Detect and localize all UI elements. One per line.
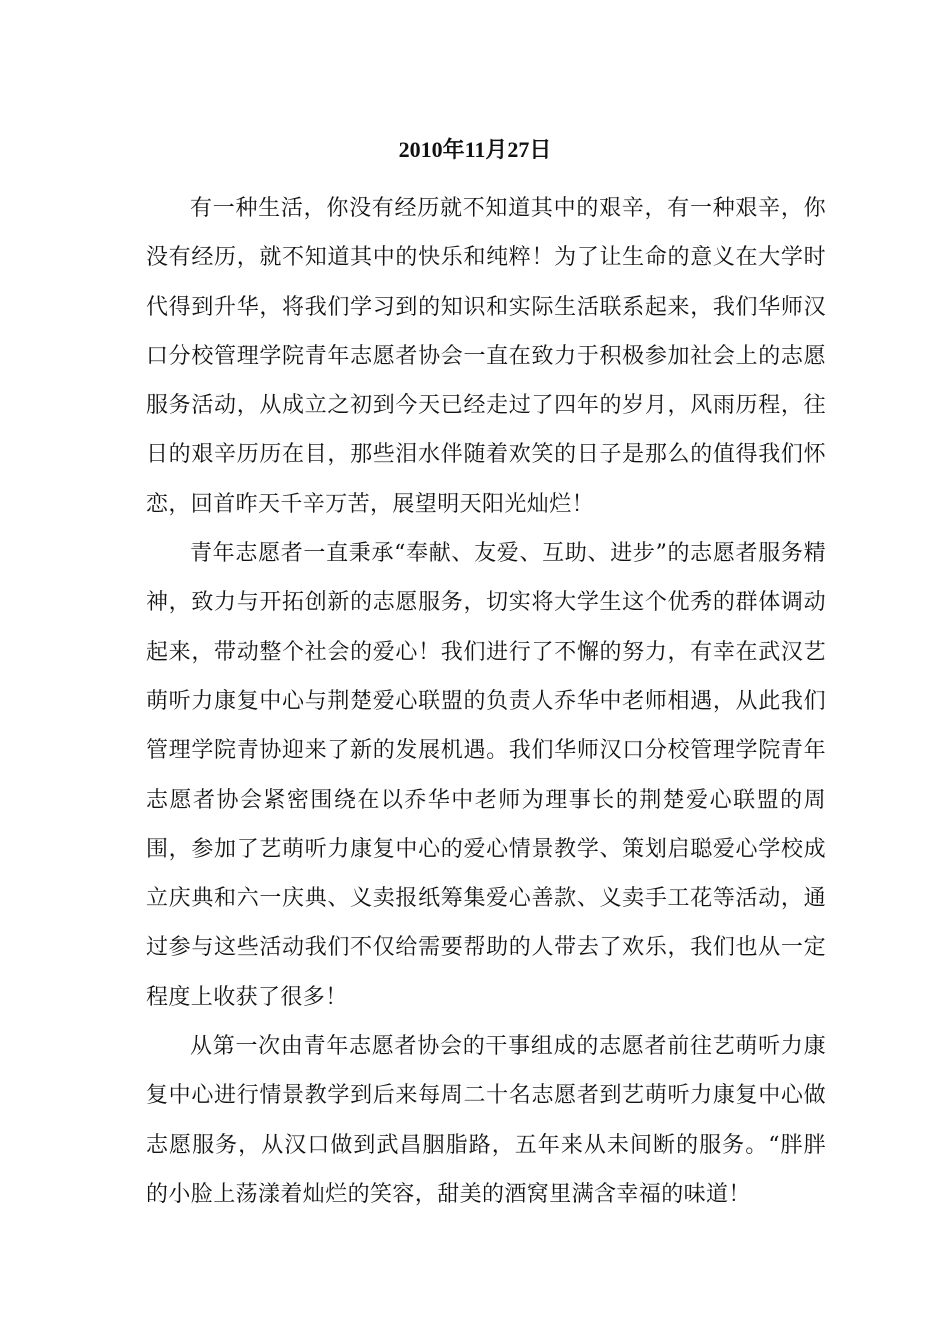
date-heading: 2010年11月27日 — [398, 137, 552, 162]
paragraph-volunteer-spirit: 青年志愿者一直秉承“奉献、友爱、互助、进步”的志愿者服务精神，致力与开拓创新的志愿服务，切实将大学生这个优秀的群体调动起来，带动整个社会的爱心！我们进行了不懈的努力，有幸在武汉艺萌听力康复中心与荆楚爱心联盟的负责人乔华中老师相遇，从此我们管理学院青协迎来了新的发展机遇。我们华师汉口分校管理学院青年志愿者协会紧密围绕在以乔华中老师为理事长的荆楚爱心联盟的周围，参加了艺萌听力康复中心的爱心情景教学、策划启聪爱心学校成立庆典和六一庆典、义卖报纸筹集爱心善款、义卖手工花等活动，通过参与这些活动我们不仅给需要帮助的人带去了欢乐，我们也从一定程度上收获了很多！ — [146, 541, 826, 1010]
paragraph-intro: 有一种生活，你没有经历就不知道其中的艰辛，有一种艰辛，你没有经历，就不知道其中的快乐和纯粹！为了让生命的意义在大学时代得到升华，将我们学习到的知识和实际生活联系起来，我们华师汉口分校管理学院青年志愿者协会一直在致力于积极参加社会上的志愿服务活动，从成立之初到今天已经走过了四年的岁月，风雨历程，往日的艰辛历历在目，那些泪水伴随着欢笑的日子是那么的值得我们怀恋，回首昨天千辛万苦，展望明天阳光灿烂！ — [146, 196, 826, 517]
paragraph-service-history: 从第一次由青年志愿者协会的干事组成的志愿者前往艺萌听力康复中心进行情景教学到后来每周二十名志愿者到艺萌听力康复中心做志愿服务，从汉口做到武昌胭脂路，五年来从未间断的服务。“胖胖的小脸上荡漾着灿烂的笑容，甜美的酒窝里满含幸福的味道！ — [146, 1034, 826, 1207]
document-body — [146, 184, 826, 1219]
